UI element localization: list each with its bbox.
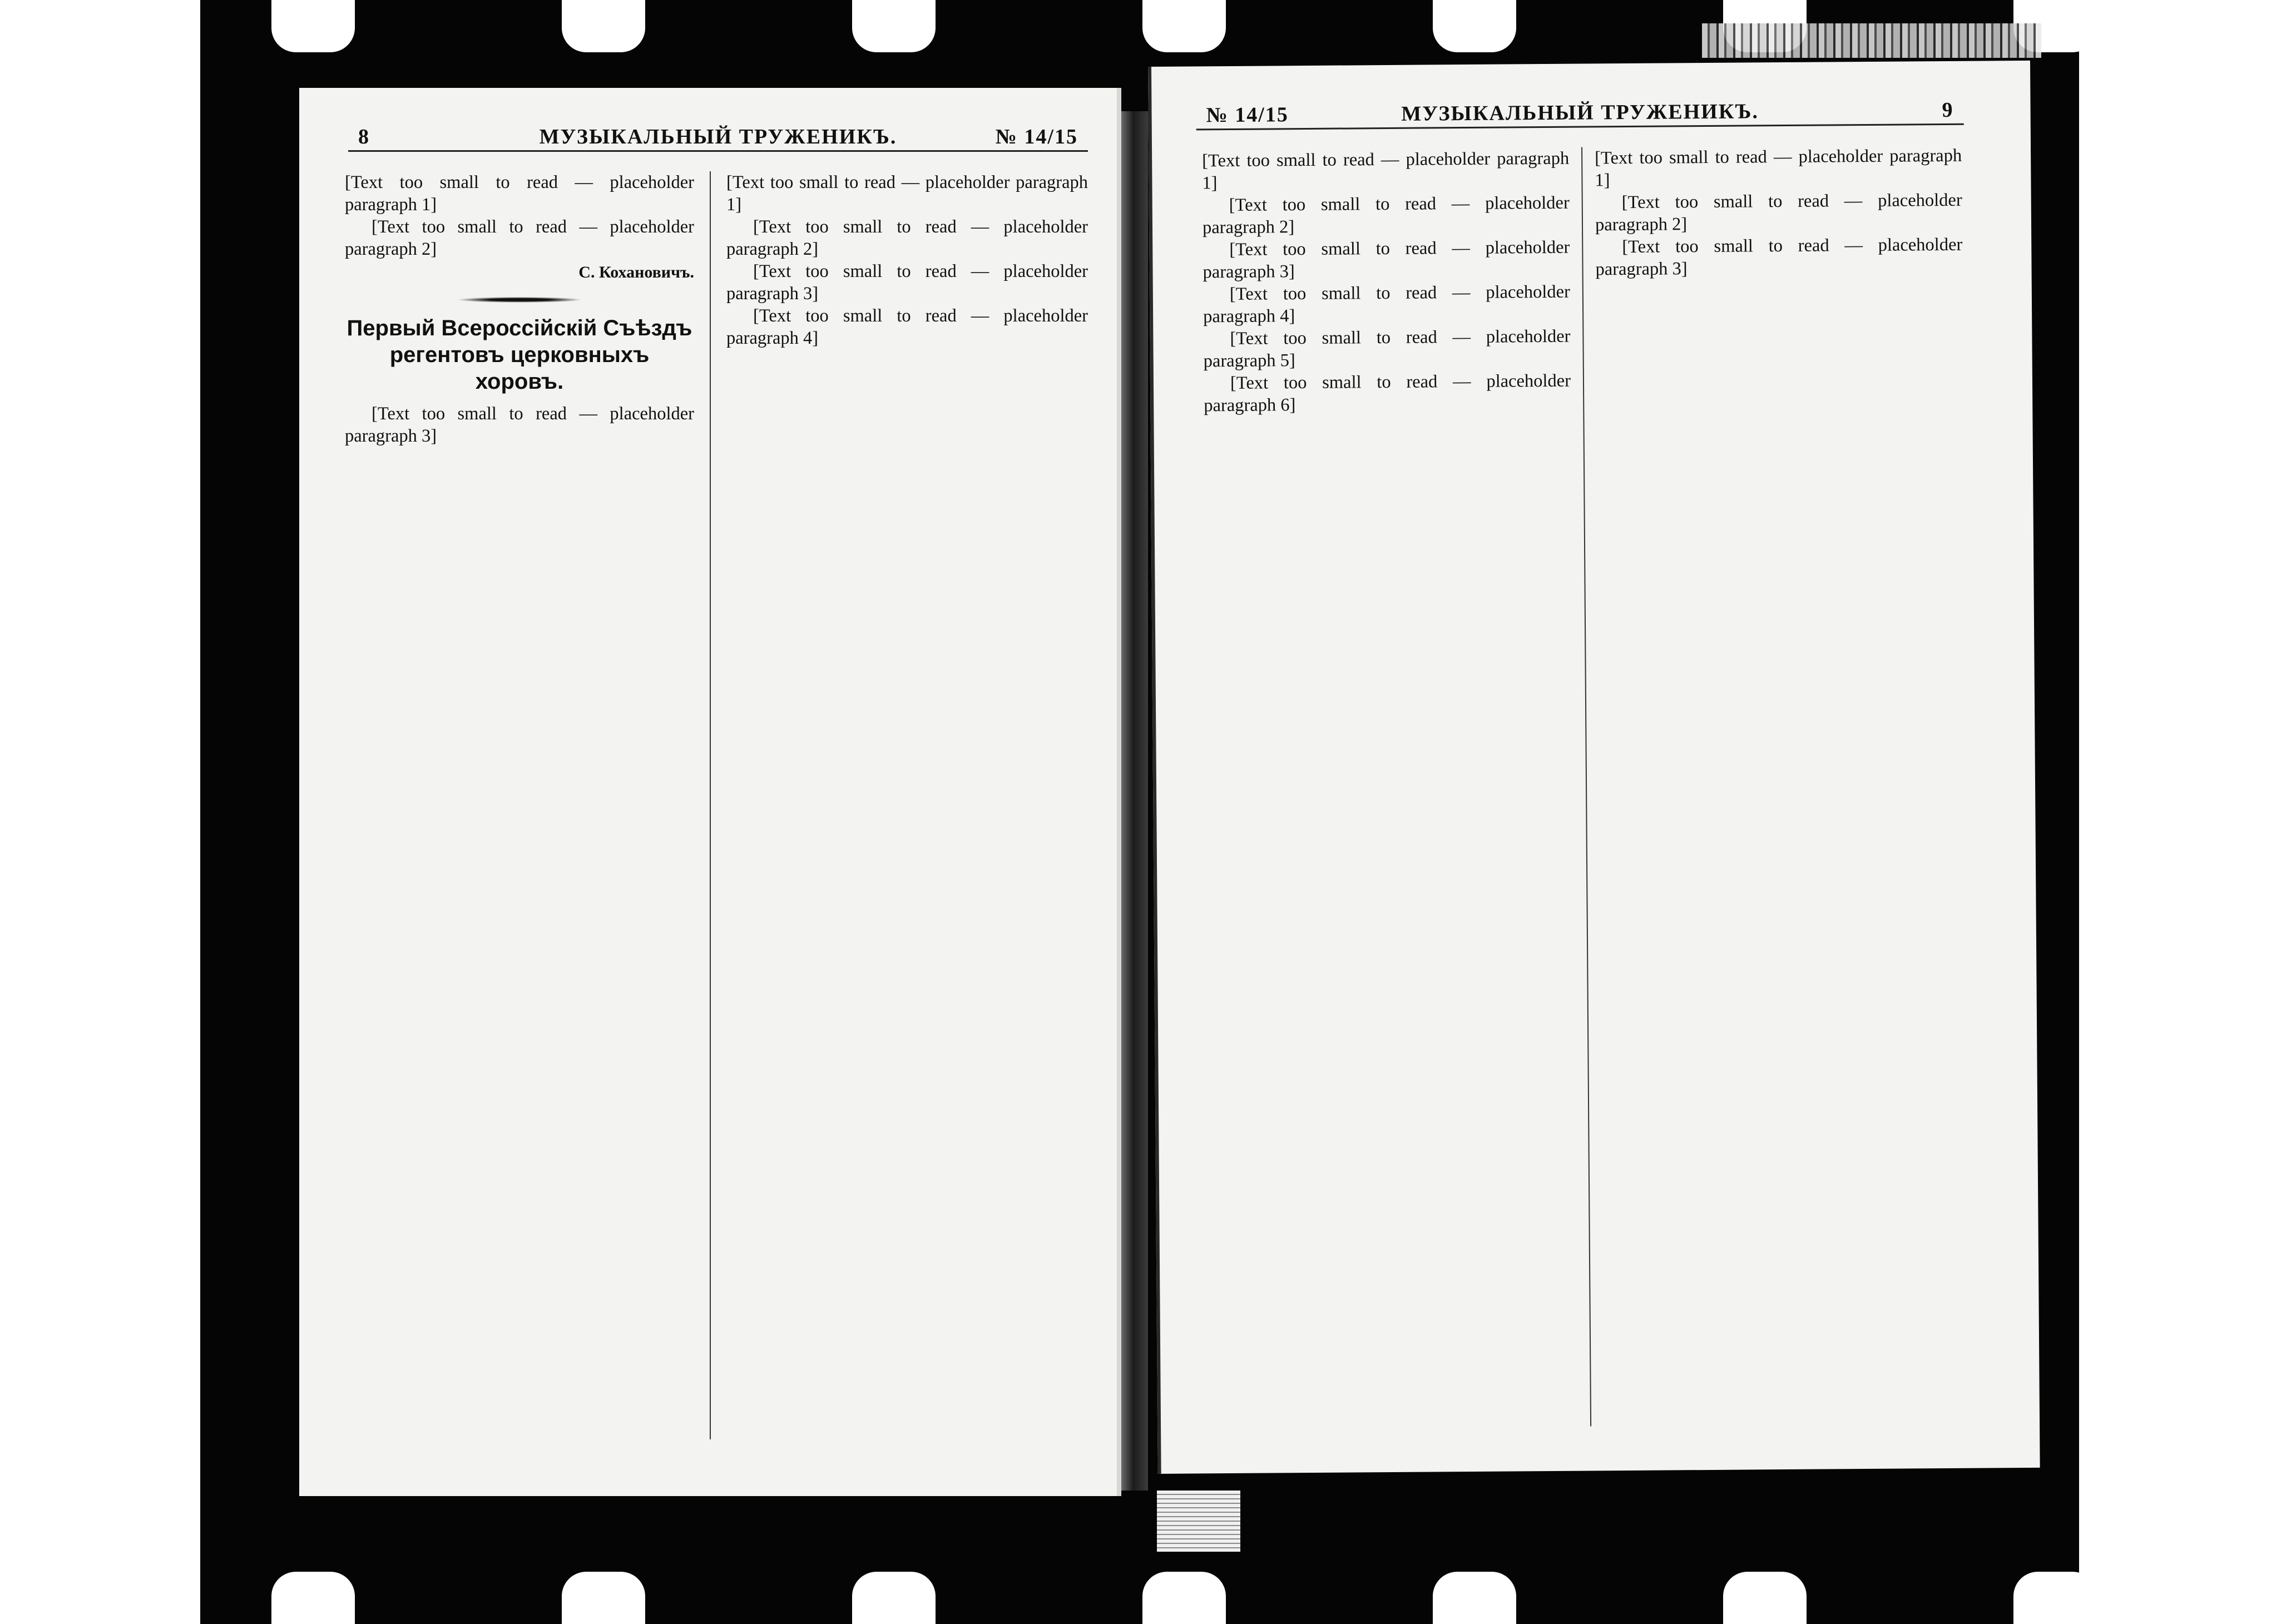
paragraph: [Text too small to read — placeholder paragraph 1] [345,172,694,215]
page-gutter [1121,111,1148,1491]
paragraph: [Text too small to read — placeholder paragraph 3] [726,261,1088,304]
page-number: 8 [358,125,370,148]
page-number: 9 [1942,98,1954,122]
left-page [299,88,1121,1496]
paragraph: [Text too small to read — placeholder paragraph 2] [1202,192,1570,238]
sprocket-hole [852,0,936,52]
paragraph: [Text too small to read — placeholder paragraph 4] [726,306,1088,348]
running-header [348,122,1088,152]
sprocket-hole [1433,1572,1516,1624]
paragraph: [Text too small to read — placeholder paragraph 2] [726,217,1088,259]
issue-number: № 14/15 [1206,103,1289,127]
ornament-divider [458,297,581,303]
column-rule [710,171,711,1439]
masthead-title: МУЗЫКАЛЬНЫЙ ТРУЖЕНИКЪ. [539,125,897,148]
paragraph: [Text too small to read — placeholder paragraph 3] [1595,234,1963,280]
text-column-1 [1202,147,1571,417]
masthead-title: МУЗЫКАЛЬНЫЙ ТРУЖЕНИКЪ. [1401,100,1759,126]
right-page [1148,61,2040,1474]
sprocket-hole [1723,1572,1807,1624]
column-rule [1581,147,1591,1427]
paragraph: [Text too small to read — placeholder paragraph 5] [1203,326,1571,372]
text-column-2 [726,171,1088,349]
paragraph: [Text too small to read — placeholder paragraph 1] [1202,148,1570,194]
article-title: Первый Всероссійскій Съѣздъ регентовъ церковныхъ хоровъ. [347,316,692,394]
issue-number: № 14/15 [995,125,1078,148]
sprocket-hole [1433,0,1516,52]
paragraph: [Text too small to read — placeholder paragraph 2] [345,217,694,259]
scan-artifact [1702,23,2041,58]
paragraph: [Text too small to read — placeholder paragraph 6] [1204,370,1571,416]
text-column-1 [345,171,694,447]
author-signature: С. Кохановичъ. [578,263,694,281]
paragraph: [Text too small to read — placeholder paragraph 3] [1203,237,1570,283]
paragraph: [Text too small to read — placeholder paragraph 1] [726,172,1088,215]
sprocket-hole [271,1572,355,1624]
sprocket-hole [2013,1572,2079,1624]
paragraph: [Text too small to read — placeholder paragraph 3] [345,404,694,446]
sprocket-hole [852,1572,936,1624]
paragraph: [Text too small to read — placeholder paragraph 2] [1595,190,1962,235]
running-header [1196,96,1963,131]
paragraph: [Text too small to read — placeholder paragraph 1] [1595,145,1962,191]
sprocket-hole [271,0,355,52]
text-column-2 [1595,145,1963,281]
sprocket-hole [1142,0,1226,52]
scan-artifact [1157,1491,1240,1552]
sprocket-hole [1142,1572,1226,1624]
paragraph: [Text too small to read — placeholder paragraph 4] [1203,281,1570,327]
sprocket-hole [562,0,645,52]
sprocket-hole [562,1572,645,1624]
